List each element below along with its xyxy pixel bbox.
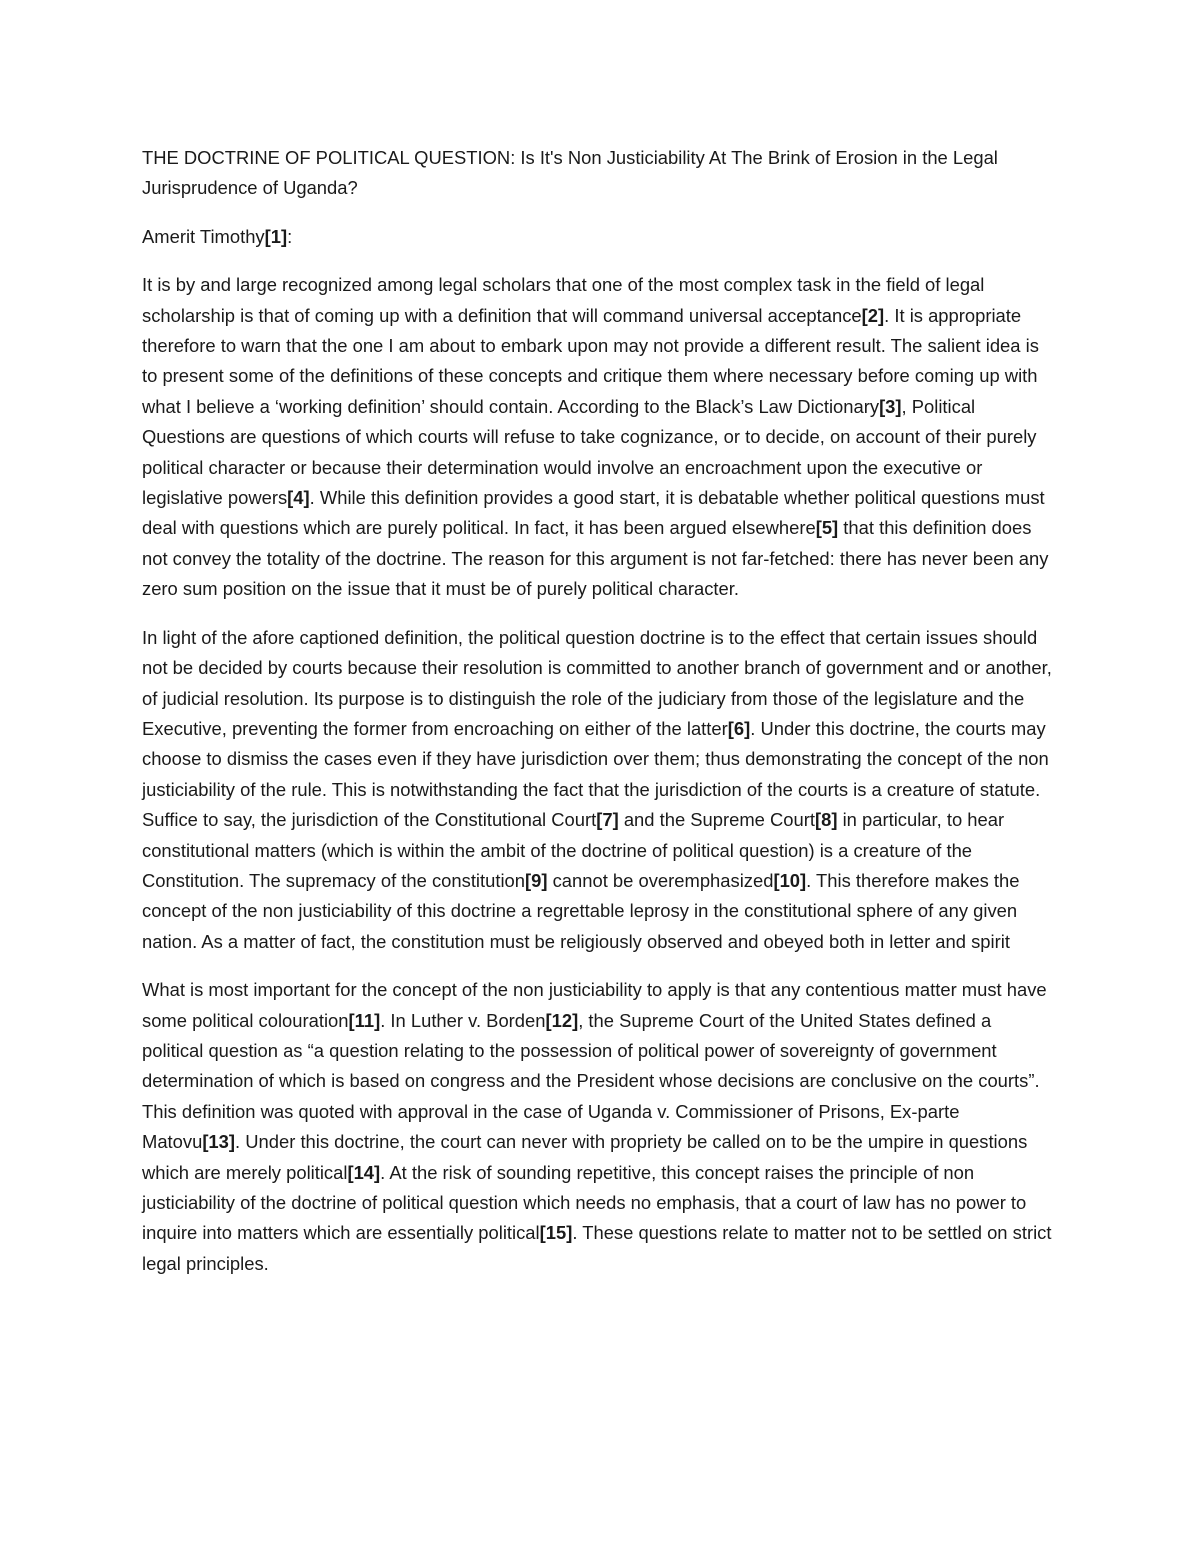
paragraph-text: . In Luther v. Borden [380, 1009, 546, 1031]
document-title: THE DOCTRINE OF POLITICAL QUESTION: Is It's Non Justiciability At The Brink of Erosion in the Legal Jurisprudence of Uganda? [142, 147, 998, 199]
footnote-ref[interactable]: [6] [727, 717, 751, 739]
footnote-ref[interactable]: [8] [814, 809, 838, 831]
footnote-ref[interactable]: [1] [264, 225, 288, 247]
paragraph-text: What is most important for the concept of the non justiciability to apply is that any contentious matter must have some political colouration [142, 979, 1047, 1031]
footnote-ref[interactable]: [13] [202, 1131, 236, 1153]
paragraph-text: . Under this doctrine, the court can never with propriety be called on to be the umpire in questions which are merely political [142, 1131, 1028, 1183]
footnote-ref[interactable]: [14] [347, 1161, 381, 1183]
body-paragraph [142, 623, 1054, 957]
author-name: Amerit Timothy [142, 225, 265, 247]
footnote-ref[interactable]: [7] [596, 809, 619, 831]
document-body [142, 143, 1054, 1297]
footnote-ref[interactable]: [3] [879, 395, 902, 417]
paragraph-text: . Under this doctrine, the courts may choose to dismiss the cases even if they have jurisdiction over them; thus demonstrating the concept of the non justiciability of the rule. This is notwithstanding the fact that the jurisdiction of the courts is a creature of statute. Suffice to say, the jurisdiction of the Constitutional Court [142, 717, 1049, 831]
paragraph-text: . It is appropriate therefore to warn that the one I am about to embark upon may not provide a different result. The salient idea is to present some of the definitions of these concepts and critique them where necessary before coming up with what I believe a ‘working definition’ should contain. According to the Black’s Law Dictionary [142, 304, 1039, 417]
paragraph-text: . This therefore makes the concept of the non justiciability of this doctrine a regrettable leprosy in the constitutional sphere of any given nation. As a matter of fact, the constitution must be religiously observed and obeyed both in letter and spirit [142, 869, 1020, 952]
paragraph-list [142, 270, 1054, 1279]
paragraph-text: in particular, to hear constitutional matters (which is within the ambit of the doctrine of political question) is a creature of the Constitution. The supremacy of the constitution [142, 809, 1005, 891]
paragraph-text: that this definition does not convey the totality of the doctrine. The reason for this argument is not far-fetched: there has never been any zero sum position on the issue that it must be of purely political character. [142, 517, 1049, 600]
footnote-ref[interactable]: [5] [815, 517, 839, 539]
footnote-ref[interactable]: [4] [287, 487, 310, 509]
paragraph-text: . These questions relate to matter not to be settled on strict legal principles. [142, 1222, 1052, 1274]
paragraph-text: . At the risk of sounding repetitive, this concept raises the principle of non justiciability of the doctrine of political question which needs no emphasis, that a court of law has no power to inquire into matters which are essentially political [142, 1161, 1027, 1244]
paragraph-text: In light of the afore captioned definition, the political question doctrine is to the effect that certain issues should not be decided by courts because their resolution is committed to another branch of government and or another, of judicial resolution. Its purpose is to distinguish the role of the judiciary from those of the legislature and the Executive, preventing the former from encroaching on either of the latter [142, 626, 1052, 739]
paragraph-text: , Political Questions are questions of which courts will refuse to take cognizance, or to decide, on account of their purely political character or because their determination would involve an encroachment upon the executive or legislative powers [142, 395, 1037, 509]
paragraph-text: cannot be overemphasized [547, 869, 774, 891]
body-paragraph [142, 270, 1054, 604]
author-line [142, 222, 1054, 252]
paragraph-text: . While this definition provides a good start, it is debatable whether political questions must deal with questions which are purely political. In fact, it has been argued elsewhere [142, 487, 1045, 539]
author-suffix: : [287, 225, 293, 247]
footnote-ref[interactable]: [15] [539, 1222, 573, 1244]
footnote-ref[interactable]: [10] [773, 869, 807, 891]
footnote-ref[interactable]: [11] [348, 1009, 381, 1031]
footnote-ref[interactable]: [12] [545, 1009, 579, 1031]
paragraph-text: and the Supreme Court [618, 809, 815, 831]
footnote-ref[interactable]: [2] [861, 304, 885, 326]
body-paragraph [142, 975, 1054, 1279]
paragraph-text: , the Supreme Court of the United States defined a political question as “a question relating to the possession of political power of sovereignty of government determination of which is based on congress and the President whose decisions are conclusive on the courts”. This definition was quoted with approval in the case of Uganda v. Commissioner of Prisons, Ex-parte Matovu [142, 1009, 1040, 1153]
paragraph-text: It is by and large recognized among legal scholars that one of the most complex task in the field of legal scholarship is that of coming up with a definition that will command universal acceptance [142, 274, 985, 326]
footnote-ref[interactable]: [9] [525, 869, 548, 891]
